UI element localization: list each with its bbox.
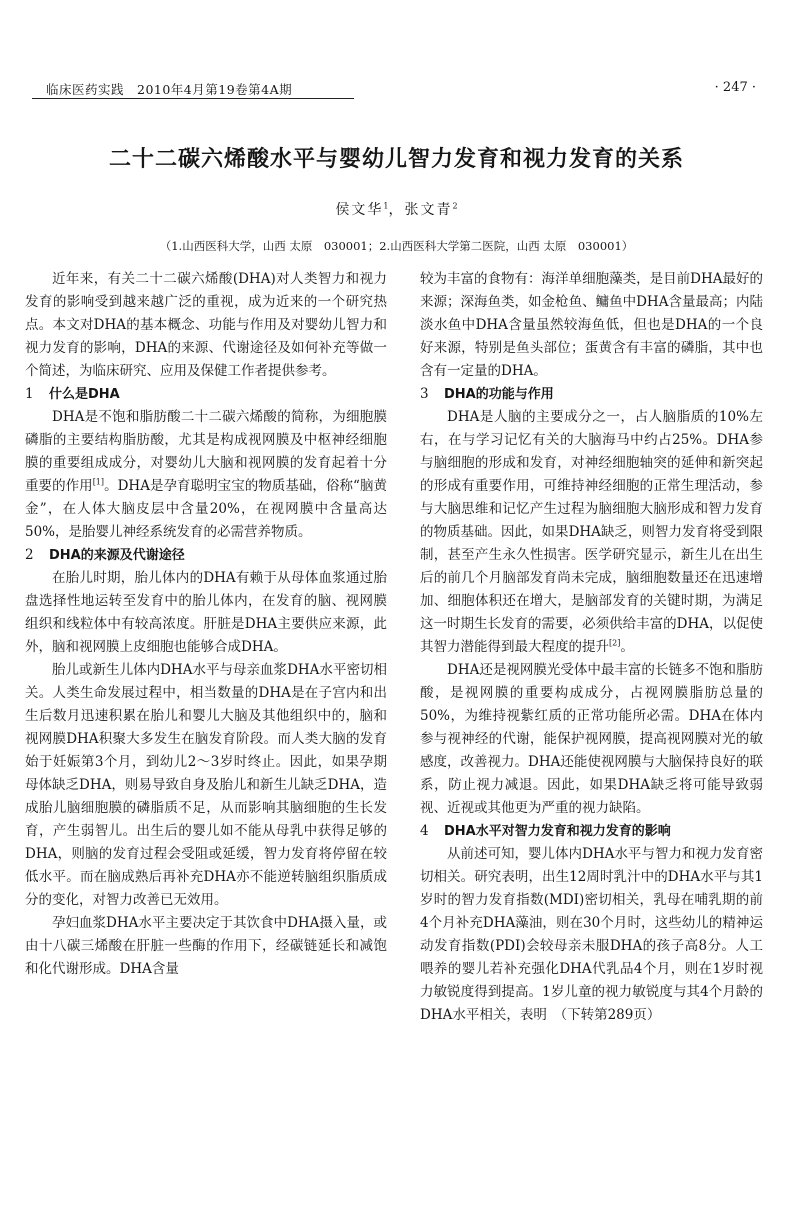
author-separator: ， [388,202,405,218]
section-heading [25,544,387,567]
paragraph: 胎儿或新生儿体内DHA水平与母亲血浆DHA水平密切相关。人类生命发展过程中，相当数量的DHA是在子宫内和出生后数月迅速积累在胎儿和婴儿大脑及其他组织中的，脑和视网膜DHA积聚大多发生在脑发育阶段。而人类大脑的发育始于妊娠第3个月，到幼儿2～3岁时终止。因此，如果孕期母体缺乏DHA，则易导致自身及胎儿和新生儿缺乏DHA，造成胎儿脑细胞膜的磷脂质不足，从而影响其脑细胞的生长发育，产生弱智儿。出生后的婴儿如不能从母乳中获得足够的DHA，则脑的发育过程会受阻或延缓，智力发育将停留在较低水平。而在脑成熟后再补充DHA亦不能逆转脑组织脂质成分的变化，对智力改善已无效用。 [25,662,387,908]
paragraph-text: 。 [620,639,634,655]
running-header [32,80,768,104]
section-heading [420,383,763,406]
paragraph: 近年来，有关二十二碳六烯酸(DHA)对人类智力和视力发育的影响受到越来越广泛的重视，成为近来的一个研究热点。本文对DHA的基本概念、功能与作用及对婴幼儿智力和视力发育的影响，DHA的来源、代谢途径及如何补充等做一个简述，为临床研究、应用及保健工作者提供参考。 [25,271,387,379]
paragraph: 较为丰富的食物有：海洋单细胞藻类，是目前DHA最好的来源；深海鱼类，如金枪鱼、鳙鱼中DHA含量最高；内陆淡水鱼中DHA含量虽然较海鱼低，但也是DHA的一个良好来源，特别是鱼头部位；蛋黄含有丰富的磷脂，其中也含有一定量的DHA。 [420,271,763,379]
right-column [420,268,763,1027]
header-rule [32,98,354,99]
section-heading [420,820,763,843]
left-column [25,268,387,981]
paragraph-text: 。DHA是孕育聪明宝宝的物质基础，俗称“脑黄金”，在人体大脑皮层中含量20%，在视网膜中含量高达50%，是胎婴儿神经系统发育的必需营养物质。 [25,478,388,540]
article-title: 二十二碳六烯酸水平与婴幼儿智力发育和视力发育的关系 [108,147,684,172]
section-title: 什么是DHA [49,387,120,402]
section-title: DHA的来源及代谢途径 [49,548,185,563]
journal-info: 临床医药实践 2010年4月第19卷第4A期 [46,82,293,97]
author-affil-mark: 1 [383,201,389,211]
citation-mark: [1] [92,477,105,487]
paragraph-text: DHA是不饱和脂肪酸二十二碳六烯酸的简称，为细胞膜磷脂的主要结构脂肪酸，尤其是构成视网膜及中枢神经细胞膜的重要组成成分，对婴幼儿大脑和视网膜的发育起着十分重要的作用 [25,409,387,494]
citation-mark: [2] [609,638,621,648]
section-number: 2 [25,547,34,563]
section-heading [25,383,387,406]
section-number: 4 [420,823,429,839]
section-number: 3 [420,386,429,402]
paragraph: 孕妇血浆DHA水平主要决定于其饮食中DHA摄入量，或由十八碳三烯酸在肝脏一些酶的作用下，经碳链延长和减饱和化代谢形成。DHA含量 [25,915,387,977]
author-name: 张文青 [404,202,453,218]
paragraph [420,406,763,659]
section-title: DHA的功能与作用 [444,387,554,402]
author-line [0,199,793,219]
section-number: 1 [25,386,34,402]
section-title: DHA水平对智力发育和视力发育的影响 [444,824,671,839]
paragraph: DHA还是视网膜光受体中最丰富的长链多不饱和脂肪酸，是视网膜的重要构成成分，占视网膜脂肪总量的50%，为维持视紫红质的正常功能所必需。DHA在体内参与视神经的代谢，能保护视网膜，提高视网膜对光的敏感度，改善视力。DHA还能使视网膜与大脑保持良好的联系，防止视力减退。因此，如果DHA缺乏将可能导致弱视、近视或其他更为严重的视力缺陷。 [420,662,763,816]
paragraph: 从前述可知，婴儿体内DHA水平与智力和视力发育密切相关。研究表明，出生12周时乳汁中的DHA水平与其1岁时的智力发育指数(MDI)密切相关，乳母在哺乳期的前4个月补充DHA藻油，则在30个月时，这些幼儿的精神运动发育指数(PDI)会较母亲未服DHA的孩子高8分。人工喂养的婴儿若补充强化DHA代乳品4个月，则在1岁时视力敏锐度得到提高。1岁儿童的视力敏锐度与其4个月龄的DHA水平相关，表明 （下转第289页） [420,846,763,1023]
paragraph [25,406,387,544]
paragraph: 在胎儿时期，胎儿体内的DHA有赖于从母体血浆通过胎盘选择性地运转至发育中的胎儿体内，在发育的脑、视网膜组织和线粒体中有较高浓度。肝脏是DHA主要供应来源，此外，脑和视网膜上皮细胞也能够合成DHA。 [25,570,387,655]
author-affil-mark: 2 [452,201,458,211]
affiliation-line: （1.山西医科大学，山西 太原 030001；2.山西医科大学第二医院，山西 太原 030001） [159,239,634,253]
paragraph-text: DHA是人脑的主要成分之一，占人脑脂质的10%左右，在与学习记忆有关的大脑海马中约占25%。DHA参与脑细胞的形成和发育，对神经细胞轴突的延伸和新突起的形成有重要作用，可维持神经细胞的正常生理活动，参与大脑思维和记忆产生过程为脑细胞大脑形成和智力发育的物质基础。因此，如果DHA缺乏，则智力发育将受到限制，甚至产生永久性损害。医学研究显示，新生儿在出生后的前几个月脑部发育尚未完成，脑细胞数量还在迅速增加、细胞体积还在增大，是脑部发育的关键时期，为满足这一时期生长发育的需要，必须供给丰富的DHA，以促使其智力潜能得到最大程度的提升 [420,409,763,655]
page-number: · 247 · [714,80,756,95]
author-name: 侯文华 [335,202,384,218]
